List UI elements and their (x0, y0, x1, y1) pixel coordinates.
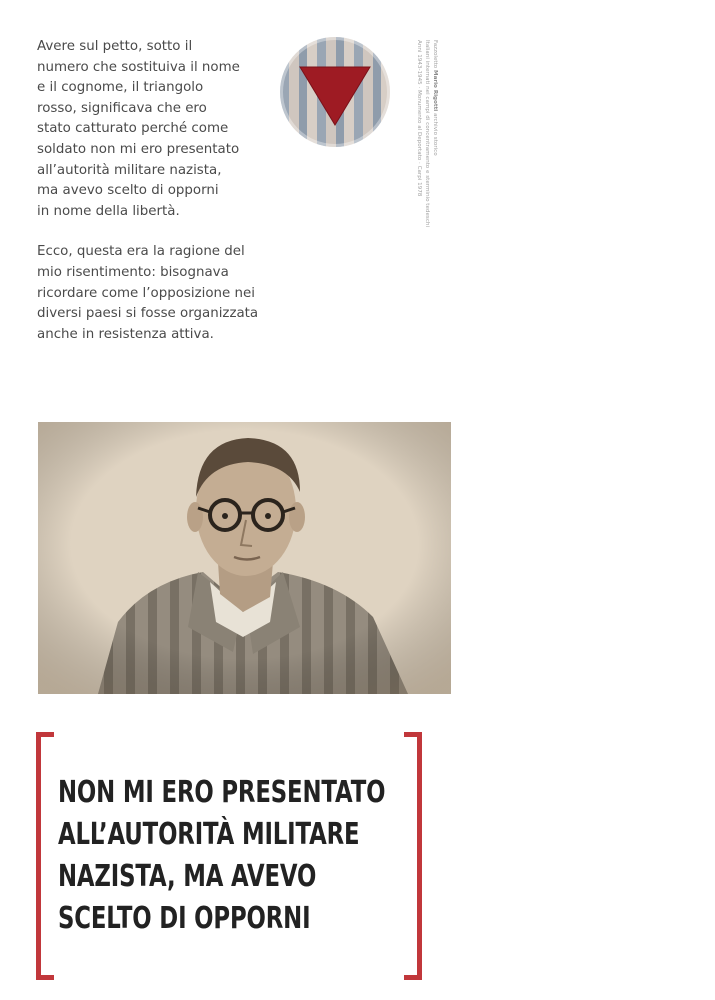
credit-line-1 (430, 40, 438, 300)
quote-line-4: SCELTO DI OPPORNI (58, 901, 311, 936)
credit-prefix: Fazzoletto (432, 40, 438, 69)
portrait-photo (38, 422, 451, 694)
body-text (37, 37, 287, 345)
credit-name: Mario Rigotti (432, 70, 438, 112)
quote-line-2: ALL’AUTORITÀ MILITARE (58, 817, 360, 852)
credit-line-3: Anni 1943-1945 · Monumento al Deportato · Carpi 1978 (416, 40, 423, 197)
red-triangle-icon (280, 37, 390, 147)
quote-text (58, 772, 415, 940)
quote-line-1: NON MI ERO PRESENTATO (58, 775, 386, 810)
credit-line-2: Italiani internati nei campi di concentramento e sterminio tedeschi (424, 40, 431, 227)
red-triangle-badge-image (280, 37, 390, 147)
credit-suffix: archivio storico (432, 112, 438, 156)
image-credit-caption (415, 40, 438, 300)
left-bracket-decoration (36, 732, 54, 980)
pull-quote (36, 732, 422, 982)
quote-line-3: NAZISTA, MA AVEVO (58, 859, 317, 894)
body-paragraph-2: Ecco, questa era la ragione del mio risentimento: bisognava ricordare come l’opposizione nei diversi paesi si fosse organizzata anche in resistenza attiva. (37, 244, 259, 342)
body-paragraph-1: Avere sul petto, sotto il numero che sostituiva il nome e il cognome, il triangolo rosso, significava che ero stato catturato perché come soldato non mi ero presentato all’autorità militare nazista, ma avevo scelto di opporni in nome della libertà. (37, 39, 240, 219)
portrait-illustration (38, 422, 451, 694)
